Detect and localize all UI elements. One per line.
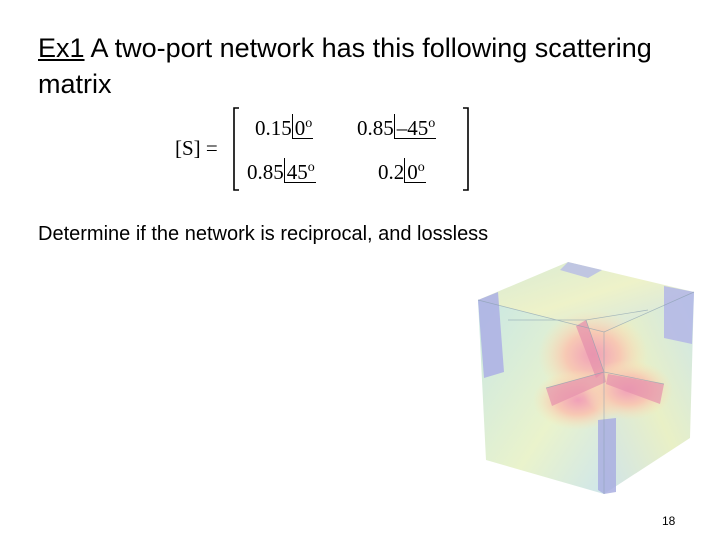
matrix-cell-s11: 0.15 0$^o$ [255, 116, 313, 140]
title-prefix: Ex1 [38, 33, 85, 63]
title-text: A two-port network has this following scattering matrix [38, 33, 652, 99]
slide-title [38, 30, 688, 102]
question-text: Determine if the network is reciprocal, and lossless [38, 223, 489, 245]
matrix-cell-s21: 0.85 45$^o$ [247, 160, 315, 184]
cube-field-image [468, 260, 704, 496]
matrix-cell-s12: 0.85 –45$^o$ [357, 116, 436, 140]
matrix-cell-s22: 0.2 0$^o$ [378, 160, 425, 184]
page-number: 18 [662, 514, 676, 528]
matrix-label: [S] = [175, 136, 218, 160]
scattering-matrix [175, 106, 475, 192]
